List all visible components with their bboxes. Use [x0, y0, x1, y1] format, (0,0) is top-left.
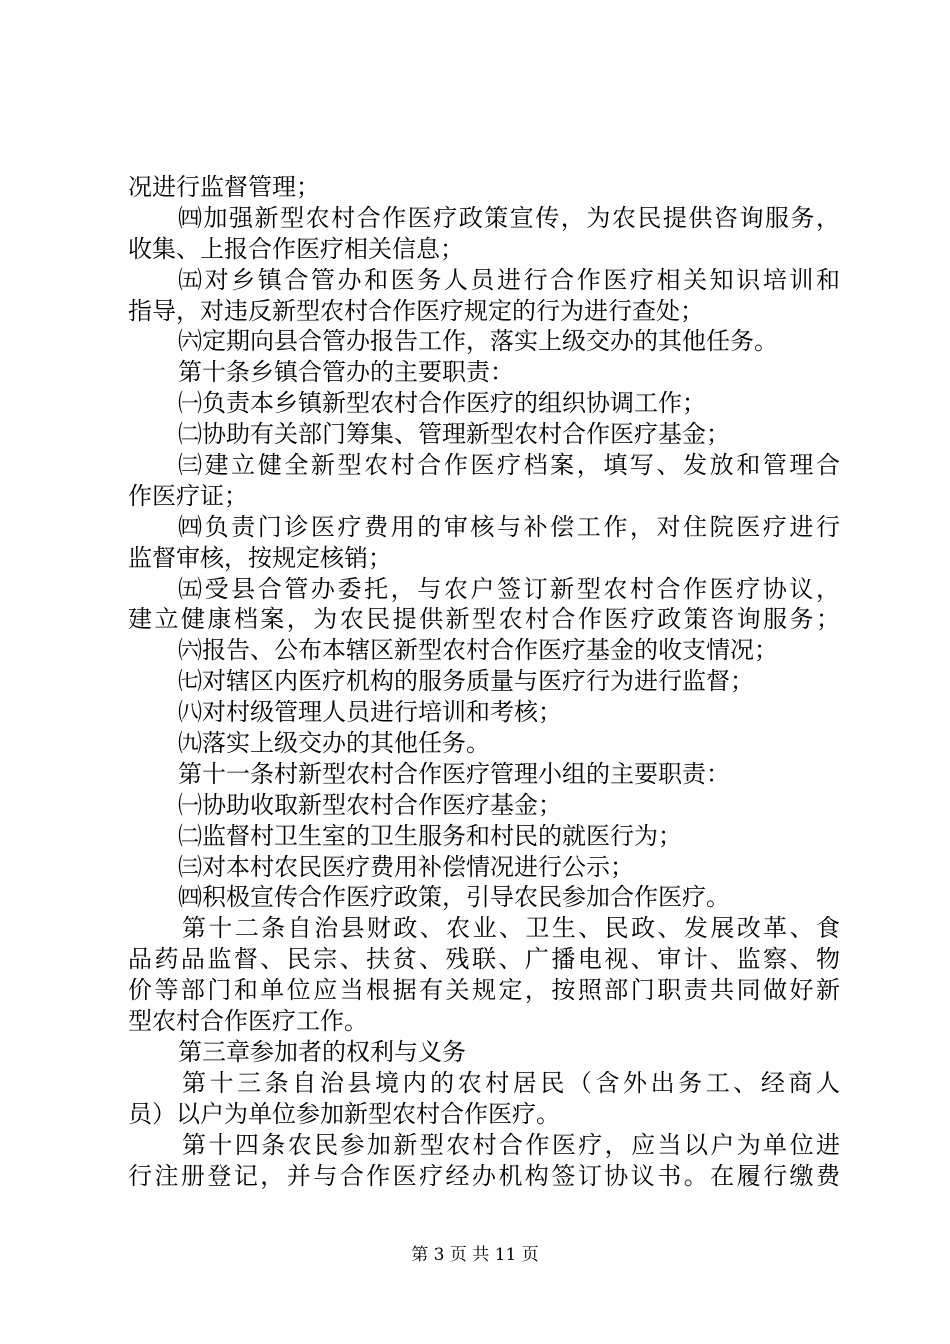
- text-line: 指导，对违反新型农村合作医疗规定的行为进行查处；: [128, 296, 704, 325]
- text-line: ㈨落实上级交办的其他任务。: [178, 729, 490, 758]
- text-line: ㈤对乡镇合管办和医务人员进行合作医疗相关知识培训和: [178, 265, 840, 294]
- text-line: 品药品监督、民宗、扶贫、残联、广播电视、审计、监察、物: [128, 945, 840, 974]
- section-heading: 第十一条村新型农村合作医疗管理小组的主要职责：: [178, 759, 730, 788]
- text-line: 员）以户为单位参加新型农村合作医疗。: [128, 1099, 560, 1128]
- text-line: 第十四条农民参加新型农村合作医疗，应当以户为单位进: [182, 1130, 840, 1159]
- text-line: ㈣加强新型农村合作医疗政策宣传，为农民提供咨询服务，: [178, 203, 840, 232]
- text-line: ㈣积极宣传合作医疗政策，引导农民参加合作医疗。: [178, 883, 730, 912]
- text-line: ㈥定期向县合管办报告工作，落实上级交办的其他任务。: [178, 327, 778, 356]
- text-line: ㈤受县合管办委托，与农户签订新型农村合作医疗协议，: [178, 574, 840, 603]
- text-line: 况进行监督管理；: [128, 173, 320, 201]
- text-line: ㈦对辖区内医疗机构的服务质量与医疗行为进行监督；: [178, 667, 754, 696]
- text-line: 监督审核，按规定核销；: [128, 543, 392, 572]
- text-line: ㈠协助收取新型农村合作医疗基金；: [178, 790, 562, 819]
- text-line: ㈡监督村卫生室的卫生服务和村民的就医行为；: [178, 821, 682, 850]
- text-line: ㈡协助有关部门筹集、管理新型农村合作医疗基金；: [178, 420, 730, 449]
- section-heading: 第十条乡镇合管办的主要职责：: [178, 358, 514, 387]
- text-line: ㈢建立健全新型农村合作医疗档案，填写、发放和管理合: [178, 451, 840, 480]
- text-line: ㈢对本村农民医疗费用补偿情况进行公示；: [178, 852, 634, 881]
- text-line: 作医疗证；: [128, 481, 248, 510]
- page-number-footer: 第 3 页 共 11 页: [411, 1245, 539, 1265]
- text-line: 价等部门和单位应当根据有关规定，按照部门职责共同做好新: [128, 976, 840, 1005]
- chapter-heading: 第三章参加者的权利与义务: [178, 1037, 466, 1066]
- text-line: 第十二条自治县财政、农业、卫生、民政、发展改革、食: [182, 914, 840, 943]
- text-line: ㈧对村级管理人员进行培训和考核；: [178, 698, 562, 727]
- text-line: 行注册登记，并与合作医疗经办机构签订协议书。在履行缴费: [128, 1161, 840, 1190]
- text-line: ㈠负责本乡镇新型农村合作医疗的组织协调工作；: [178, 389, 706, 418]
- document-body: [128, 172, 840, 1191]
- text-line: 收集、上报合作医疗相关信息；: [128, 234, 464, 263]
- text-line: 建立健康档案，为农民提供新型农村合作医疗政策咨询服务；: [128, 605, 840, 634]
- text-line: ㈥报告、公布本辖区新型农村合作医疗基金的收支情况；: [178, 636, 778, 665]
- text-line: ㈣负责门诊医疗费用的审核与补偿工作，对住院医疗进行: [178, 512, 840, 541]
- text-line: 第十三条自治县境内的农村居民（含外出务工、经商人: [182, 1068, 840, 1097]
- text-line: 型农村合作医疗工作。: [128, 1007, 368, 1036]
